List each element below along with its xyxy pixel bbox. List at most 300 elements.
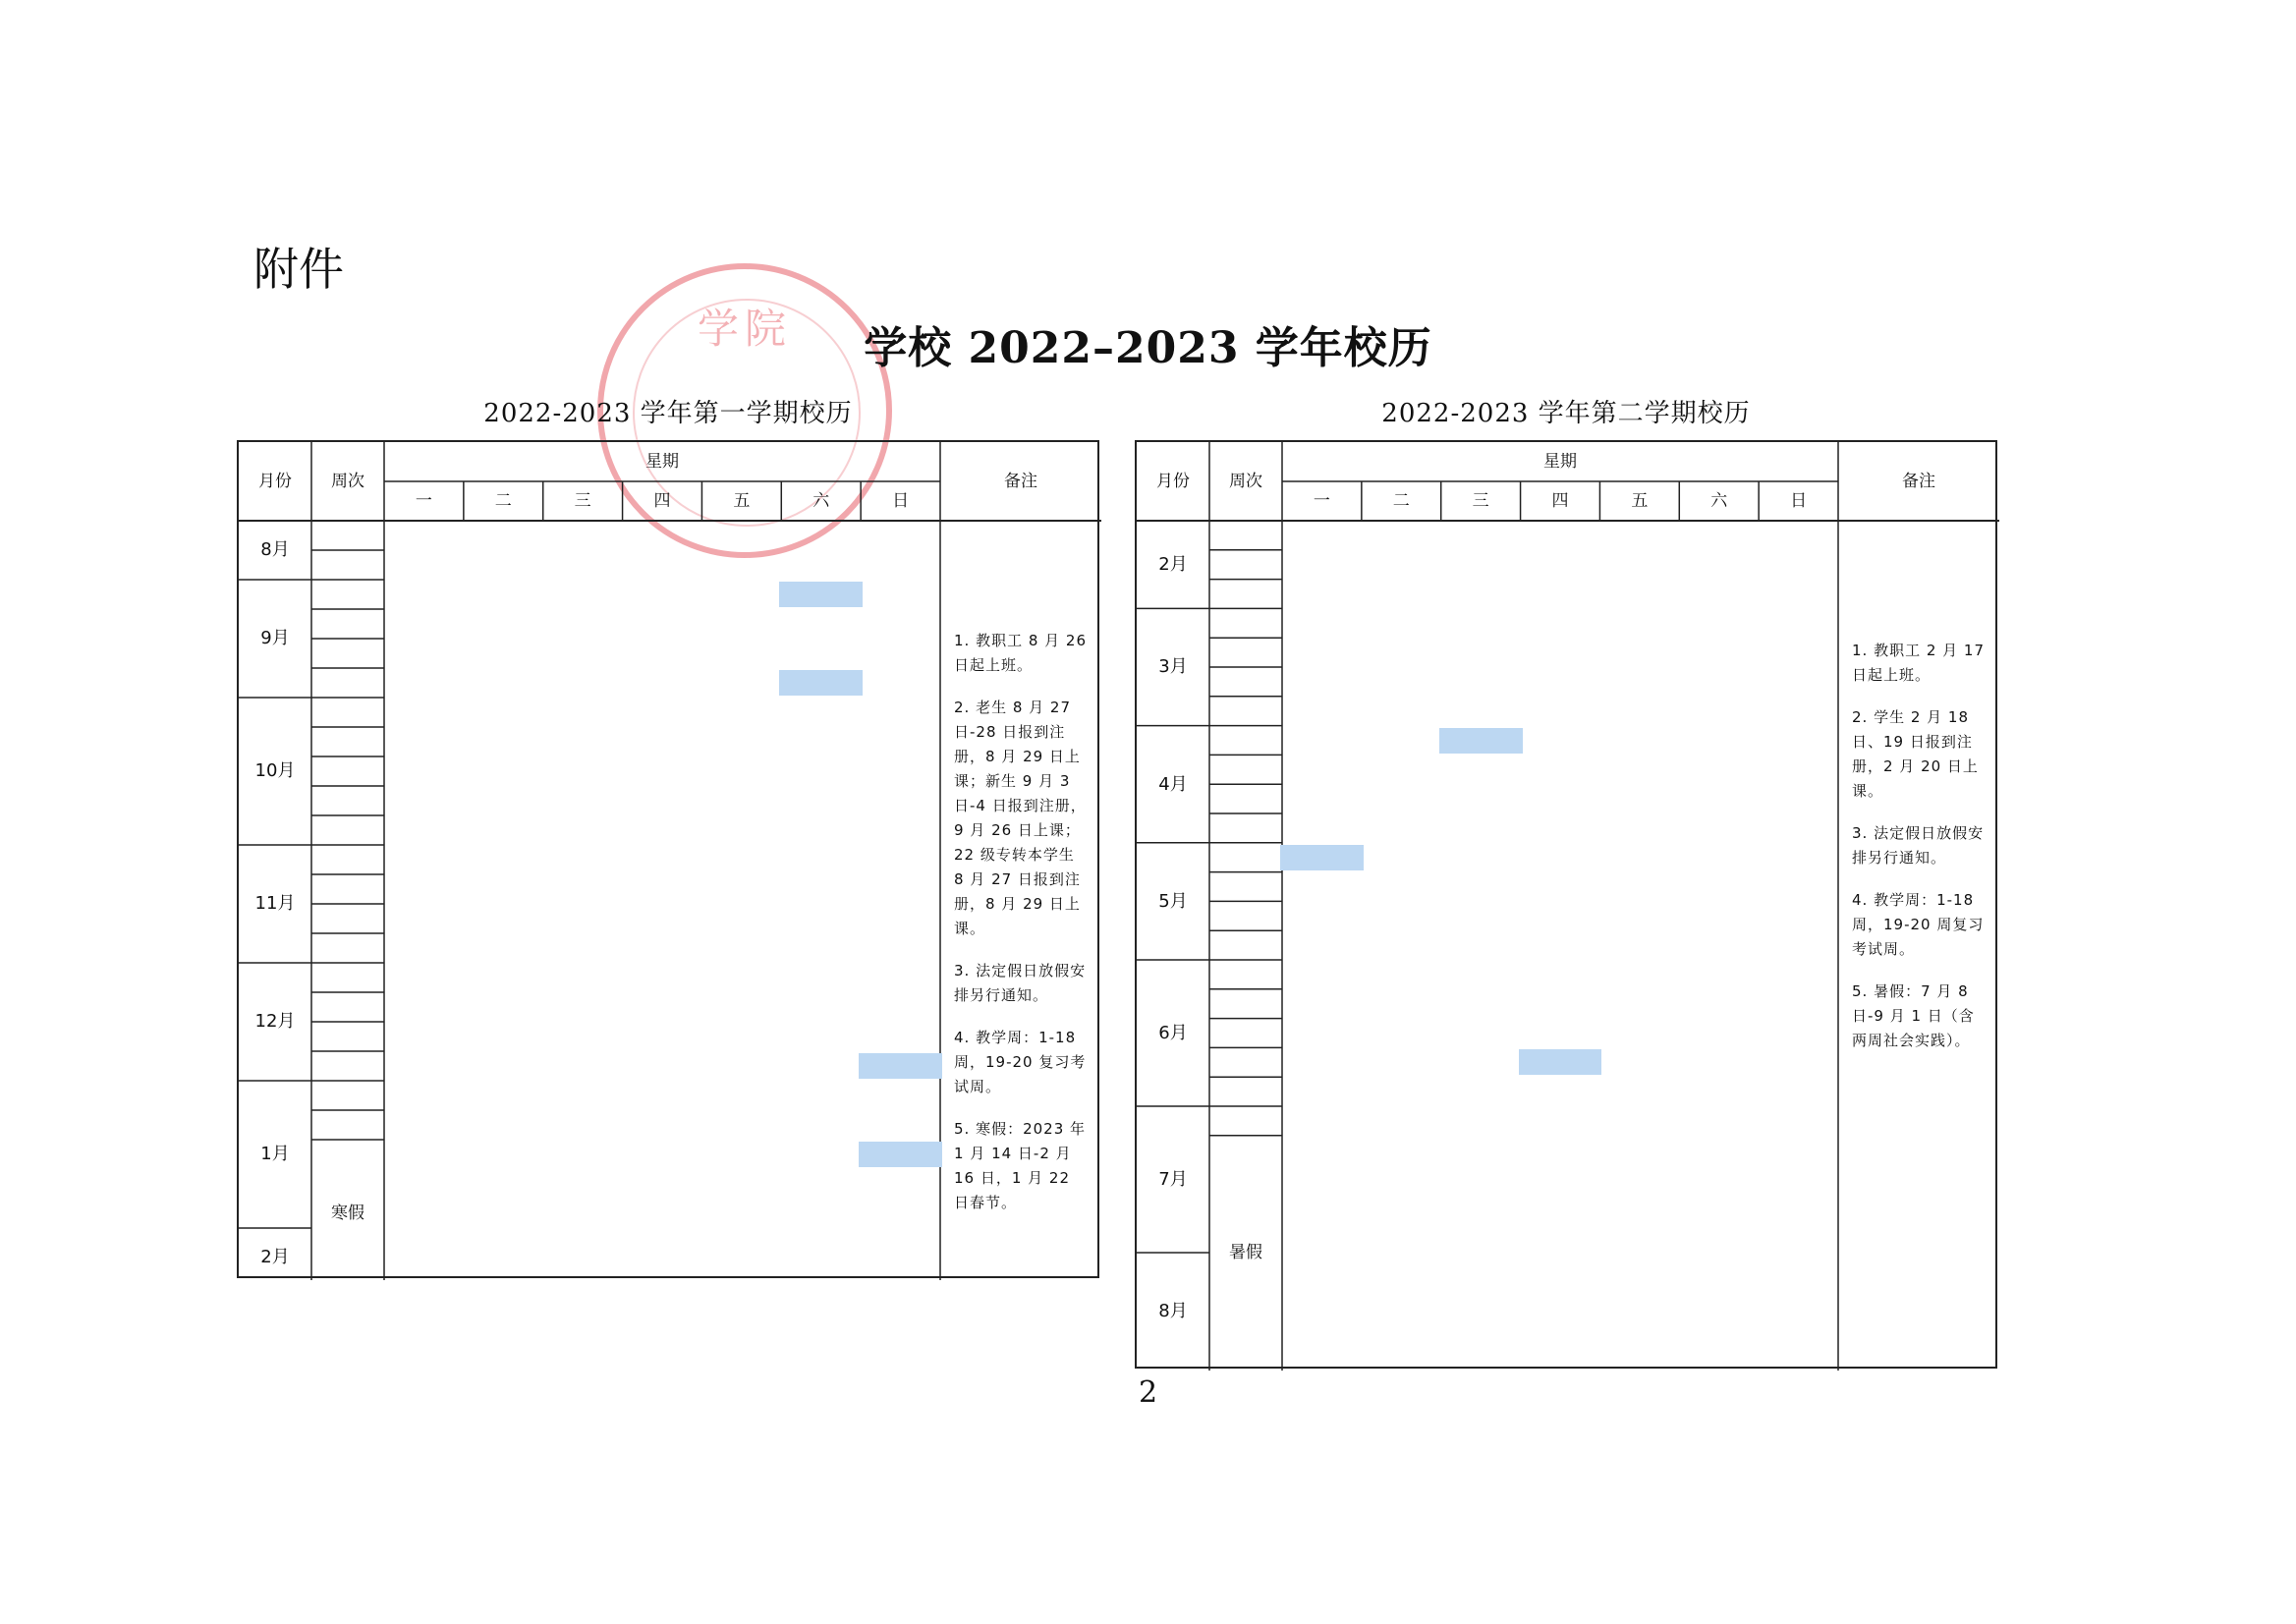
day-cell <box>1445 640 1517 665</box>
day-cell <box>1286 582 1358 607</box>
day-cell <box>1763 728 1834 754</box>
day-cell <box>1366 552 1437 578</box>
day-cell <box>1286 991 1358 1017</box>
day-cell <box>1683 728 1755 754</box>
day-cell <box>1445 991 1517 1017</box>
week-number <box>1209 813 1282 843</box>
day-cell <box>1603 1284 1675 1310</box>
day-cell <box>1683 1255 1755 1280</box>
day-cell <box>1603 1079 1675 1104</box>
day-cell <box>468 641 539 666</box>
day-cell <box>547 729 619 755</box>
remark-note: 3. 法定假日放假安排另行通知。 <box>954 962 1087 1004</box>
day-cell <box>1286 1167 1358 1193</box>
day-cell <box>1439 728 1523 754</box>
day-cell <box>1445 1049 1517 1075</box>
day-cell <box>1683 1138 1755 1163</box>
day-cell <box>1286 1138 1358 1163</box>
day-cell <box>785 1053 857 1079</box>
day-cell <box>388 1201 460 1226</box>
day-cell <box>547 670 619 696</box>
day-cell <box>1366 1108 1437 1134</box>
day-cell <box>627 1171 699 1197</box>
day-cell <box>1603 728 1675 754</box>
day-cell <box>1763 1225 1834 1251</box>
day-cell <box>1683 1196 1755 1221</box>
remark-note: 2. 学生 2 月 18 日、19 日报到注册，2 月 20 日上课。 <box>1852 708 1979 800</box>
day-cell <box>1603 932 1675 958</box>
day-cell <box>1366 1021 1437 1046</box>
month-label: 1月 <box>260 1144 290 1164</box>
day-cell <box>547 1083 619 1108</box>
day-cell <box>1445 815 1517 841</box>
day-cell <box>705 788 777 813</box>
semester1-title: 2022-2023 学年第一学期校历 <box>483 399 853 428</box>
day-cell <box>1366 728 1437 754</box>
day-cell <box>865 552 936 578</box>
day-cell <box>547 788 619 813</box>
day-cell <box>1683 786 1755 812</box>
week-number <box>311 1051 384 1081</box>
day-cell <box>1445 1138 1517 1163</box>
day-cell <box>865 1171 936 1197</box>
day-cell <box>1445 1342 1517 1368</box>
day-cell <box>865 1230 936 1256</box>
day-cell <box>1525 786 1596 812</box>
day-cell <box>468 847 539 872</box>
seal-text: 学院 <box>697 305 792 353</box>
day-cell <box>1683 991 1755 1017</box>
day-cell <box>1683 1049 1755 1075</box>
day-cell <box>865 523 936 548</box>
day-cell <box>785 552 857 578</box>
day-cell <box>547 1260 619 1285</box>
day-cell <box>1286 1342 1358 1368</box>
day-cell <box>1763 669 1834 695</box>
day-cell <box>1763 903 1834 928</box>
day-cell <box>468 700 539 725</box>
day-cell <box>1683 610 1755 636</box>
day-cell <box>1286 815 1358 841</box>
day-cell <box>1525 1079 1596 1104</box>
day-cell <box>1603 786 1675 812</box>
day-cell <box>1763 1079 1834 1104</box>
day-cell <box>468 1112 539 1138</box>
day-cell <box>1286 610 1358 636</box>
day-cell <box>1366 610 1437 636</box>
day-cell <box>1525 640 1596 665</box>
day-cell <box>1366 669 1437 695</box>
day-cell <box>1603 1167 1675 1193</box>
day-cell <box>865 729 936 755</box>
day-cell <box>1525 552 1596 578</box>
day-cell <box>1603 552 1675 578</box>
day-cell <box>468 552 539 578</box>
day-cell <box>785 1112 857 1138</box>
day-cell <box>388 611 460 637</box>
day-cell <box>1366 523 1437 548</box>
day-cell <box>1683 903 1755 928</box>
day-cell <box>468 965 539 990</box>
day-cell <box>1763 1284 1834 1310</box>
day-cell <box>388 582 460 607</box>
day-cell <box>1603 669 1675 695</box>
day-cell <box>388 670 460 696</box>
day-cell <box>388 1171 460 1197</box>
day-cell <box>1366 932 1437 958</box>
day-cell <box>1603 1196 1675 1221</box>
day-cell <box>1525 728 1596 754</box>
day-cell <box>1286 728 1358 754</box>
day-cell <box>705 641 777 666</box>
day-cell <box>1763 610 1834 636</box>
day-cell <box>1683 932 1755 958</box>
day-cell <box>705 1171 777 1197</box>
attachment-label: 附件 <box>253 243 344 296</box>
day-cell <box>1603 523 1675 548</box>
weekday-header-5: 五 <box>733 491 751 511</box>
month-label: 2月 <box>1158 554 1188 575</box>
day-cell <box>468 935 539 961</box>
day-cell <box>1603 756 1675 782</box>
day-cell <box>388 906 460 931</box>
day-cell <box>785 876 857 902</box>
day-cell <box>627 876 699 902</box>
day-cell <box>388 1260 460 1285</box>
semester1-calendar-table <box>237 440 1099 1278</box>
day-cell <box>1603 874 1675 900</box>
day-cell <box>1683 1284 1755 1310</box>
day-cell <box>1525 1342 1596 1368</box>
day-cell <box>468 523 539 548</box>
day-cell <box>1683 815 1755 841</box>
day-cell <box>705 611 777 637</box>
day-cell <box>547 1112 619 1138</box>
day-cell <box>1445 1108 1517 1134</box>
day-cell <box>1525 756 1596 782</box>
day-cell <box>468 1142 539 1167</box>
week-number <box>1209 989 1282 1019</box>
day-cell <box>1286 786 1358 812</box>
day-cell <box>468 611 539 637</box>
day-cell <box>1603 1108 1675 1134</box>
weekday-header-7: 日 <box>892 491 910 511</box>
day-cell <box>1603 815 1675 841</box>
day-cell <box>1683 756 1755 782</box>
day-cell <box>1683 699 1755 724</box>
day-cell <box>785 523 857 548</box>
remark-note: 4. 教学周：1-18 周，19-20 复习考试周。 <box>954 1029 1087 1095</box>
day-cell <box>1366 1167 1437 1193</box>
day-cell <box>1445 1196 1517 1221</box>
weekday-header-3: 三 <box>574 491 591 511</box>
day-cell <box>547 700 619 725</box>
day-cell <box>1683 1167 1755 1193</box>
day-cell <box>388 1142 460 1167</box>
day-cell <box>1445 1021 1517 1046</box>
page-number: 2 <box>1138 1375 1158 1410</box>
day-cell <box>1603 991 1675 1017</box>
month-header: 月份 <box>258 472 292 491</box>
day-cell <box>785 935 857 961</box>
day-cell <box>785 1230 857 1256</box>
day-cell <box>1763 1255 1834 1280</box>
day-cell <box>547 847 619 872</box>
day-cell <box>705 1083 777 1108</box>
week-number <box>311 756 384 786</box>
day-cell <box>1525 699 1596 724</box>
day-cell <box>547 552 619 578</box>
week-number <box>311 815 384 845</box>
month-label: 3月 <box>1158 656 1188 678</box>
day-cell <box>705 1230 777 1256</box>
day-cell <box>705 817 777 843</box>
day-cell <box>1445 786 1517 812</box>
day-cell <box>1763 552 1834 578</box>
weekday-header-4: 四 <box>653 491 671 511</box>
day-cell <box>1366 1342 1437 1368</box>
weekday-header-7: 日 <box>1790 491 1808 511</box>
week-number <box>311 727 384 756</box>
day-cell <box>1286 1225 1358 1251</box>
day-cell <box>1286 874 1358 900</box>
week-number <box>1209 872 1282 902</box>
day-cell <box>1603 640 1675 665</box>
day-cell <box>468 876 539 902</box>
vacation-label: 寒假 <box>331 1204 364 1223</box>
day-cell <box>1366 756 1437 782</box>
day-cell <box>627 758 699 784</box>
day-cell <box>1445 1314 1517 1339</box>
week-number <box>1209 843 1282 872</box>
day-cell <box>865 1201 936 1226</box>
remark-note: 3. 法定假日放假安排另行通知。 <box>1852 824 1985 867</box>
day-cell <box>865 1024 936 1049</box>
day-cell <box>705 847 777 872</box>
day-cell <box>1763 991 1834 1017</box>
day-cell <box>865 876 936 902</box>
day-cell <box>1603 903 1675 928</box>
day-cell <box>705 876 777 902</box>
day-cell <box>388 994 460 1020</box>
weekday-header-4: 四 <box>1551 491 1569 511</box>
day-cell <box>547 935 619 961</box>
day-cell <box>1603 699 1675 724</box>
day-cell <box>1763 699 1834 724</box>
day-cell <box>1525 610 1596 636</box>
remark-note: 2. 老生 8 月 27 日-28 日报到注册，8 月 29 日上课；新生 9 月 3 日-4 日报到注册，9 月 26 日上课；22 级专转本学生 8 月 27 日报到注册，8 月 29 日上课。 <box>954 699 1087 937</box>
day-cell <box>785 906 857 931</box>
weekday-header-5: 五 <box>1631 491 1649 511</box>
day-cell <box>1763 1049 1834 1075</box>
month-label: 5月 <box>1158 890 1188 912</box>
day-cell <box>1603 1049 1675 1075</box>
day-cell <box>865 1112 936 1138</box>
day-cell <box>785 817 857 843</box>
day-cell <box>865 700 936 725</box>
day-cell <box>785 1171 857 1197</box>
day-cell <box>705 1112 777 1138</box>
day-cell <box>1525 1314 1596 1339</box>
day-cell <box>547 1053 619 1079</box>
day-cell <box>388 758 460 784</box>
day-cell <box>865 788 936 813</box>
day-cell <box>627 965 699 990</box>
week-number <box>1209 638 1282 667</box>
day-cell <box>785 611 857 637</box>
day-cell <box>865 906 936 931</box>
weekday-header-2: 二 <box>494 491 512 511</box>
day-cell <box>1286 552 1358 578</box>
day-cell <box>1763 932 1834 958</box>
month-label: 8月 <box>260 539 290 560</box>
day-cell <box>547 1201 619 1226</box>
month-label: 4月 <box>1158 773 1188 795</box>
week-number <box>311 845 384 874</box>
day-cell <box>785 1260 857 1285</box>
day-cell <box>1366 1196 1437 1221</box>
day-cell <box>1286 1284 1358 1310</box>
day-cell <box>865 994 936 1020</box>
week-number <box>1209 755 1282 784</box>
day-cell <box>705 758 777 784</box>
day-cell <box>547 994 619 1020</box>
week-number <box>311 874 384 904</box>
day-cell <box>1525 962 1596 987</box>
day-cell <box>1445 552 1517 578</box>
week-number <box>1209 960 1282 989</box>
day-cell <box>1445 1167 1517 1193</box>
day-cell <box>1525 1225 1596 1251</box>
remark-note: 5. 寒假：2023 年 1 月 14 日-2 月 16 日，1 月 22 日春节。 <box>954 1120 1087 1211</box>
weekday-header-2: 二 <box>1392 491 1410 511</box>
day-cell <box>468 1024 539 1049</box>
week-number <box>311 992 384 1022</box>
day-cell <box>547 817 619 843</box>
day-cell <box>468 1083 539 1108</box>
day-cell <box>785 758 857 784</box>
week-number <box>311 580 384 609</box>
week-number <box>1209 1019 1282 1048</box>
day-cell <box>705 1201 777 1226</box>
day-cell <box>1366 1255 1437 1280</box>
day-cell <box>1286 699 1358 724</box>
week-number <box>311 639 384 668</box>
day-cell <box>865 817 936 843</box>
day-cell <box>1603 1314 1675 1339</box>
day-cell <box>705 935 777 961</box>
day-cell <box>547 1230 619 1256</box>
day-cell <box>705 1260 777 1285</box>
day-cell <box>627 523 699 548</box>
day-cell <box>1525 932 1596 958</box>
day-cell <box>1445 903 1517 928</box>
day-cell <box>865 641 936 666</box>
day-cell <box>468 906 539 931</box>
day-cell <box>388 552 460 578</box>
day-cell <box>1286 1255 1358 1280</box>
day-cell <box>1366 991 1437 1017</box>
week-number <box>1209 1047 1282 1077</box>
day-cell <box>859 1053 942 1079</box>
day-cell <box>1366 815 1437 841</box>
day-cell <box>1603 610 1675 636</box>
day-cell <box>1763 756 1834 782</box>
day-cell <box>1763 1138 1834 1163</box>
day-cell <box>705 994 777 1020</box>
day-cell <box>547 582 619 607</box>
day-cell <box>1683 962 1755 987</box>
week-number <box>311 698 384 727</box>
day-cell <box>1366 582 1437 607</box>
week-number <box>1209 726 1282 756</box>
day-cell <box>1366 786 1437 812</box>
day-cell <box>627 1112 699 1138</box>
day-cell <box>627 700 699 725</box>
day-cell <box>627 1083 699 1108</box>
day-cell <box>1366 845 1437 870</box>
remark-note: 4. 教学周：1-18 周，19-20 周复习考试周。 <box>1852 891 1985 958</box>
remark-note: 1. 教职工 8 月 26 日起上班。 <box>954 632 1088 674</box>
day-cell <box>865 1083 936 1108</box>
day-cell <box>1525 669 1596 695</box>
day-cell <box>388 641 460 666</box>
day-cell <box>865 611 936 637</box>
day-cell <box>1763 845 1834 870</box>
remarks-notes <box>1852 639 1988 1071</box>
day-cell <box>1603 1225 1675 1251</box>
day-cell <box>388 729 460 755</box>
week-header: 周次 <box>331 472 364 491</box>
day-cell <box>388 876 460 902</box>
day-cell <box>1683 1225 1755 1251</box>
day-cell <box>1763 1021 1834 1046</box>
day-cell <box>1286 669 1358 695</box>
week-header: 周次 <box>1229 472 1262 491</box>
day-cell <box>1763 1108 1834 1134</box>
day-cell <box>1286 1314 1358 1339</box>
day-cell <box>1525 815 1596 841</box>
day-cell <box>705 1024 777 1049</box>
week-number <box>311 550 384 580</box>
day-cell <box>1445 932 1517 958</box>
day-cell <box>705 729 777 755</box>
day-cell <box>1286 523 1358 548</box>
weekday-header-6: 六 <box>812 491 830 511</box>
day-cell <box>547 1024 619 1049</box>
week-number <box>1209 784 1282 813</box>
day-cell <box>1763 786 1834 812</box>
day-cell <box>388 847 460 872</box>
day-cell <box>468 1171 539 1197</box>
day-cell <box>859 1142 942 1167</box>
day-cell <box>1603 1342 1675 1368</box>
day-cell <box>1603 1021 1675 1046</box>
day-cell <box>705 582 777 607</box>
week-number <box>1209 901 1282 930</box>
day-cell <box>547 758 619 784</box>
semester2-calendar-table <box>1135 440 1997 1369</box>
day-cell <box>1445 1225 1517 1251</box>
day-cell <box>785 994 857 1020</box>
day-cell <box>388 1053 460 1079</box>
day-cell <box>1683 640 1755 665</box>
day-cell <box>468 994 539 1020</box>
day-cell <box>468 1260 539 1285</box>
day-cell <box>627 847 699 872</box>
day-cell <box>1525 1138 1596 1163</box>
day-cell <box>1763 1314 1834 1339</box>
